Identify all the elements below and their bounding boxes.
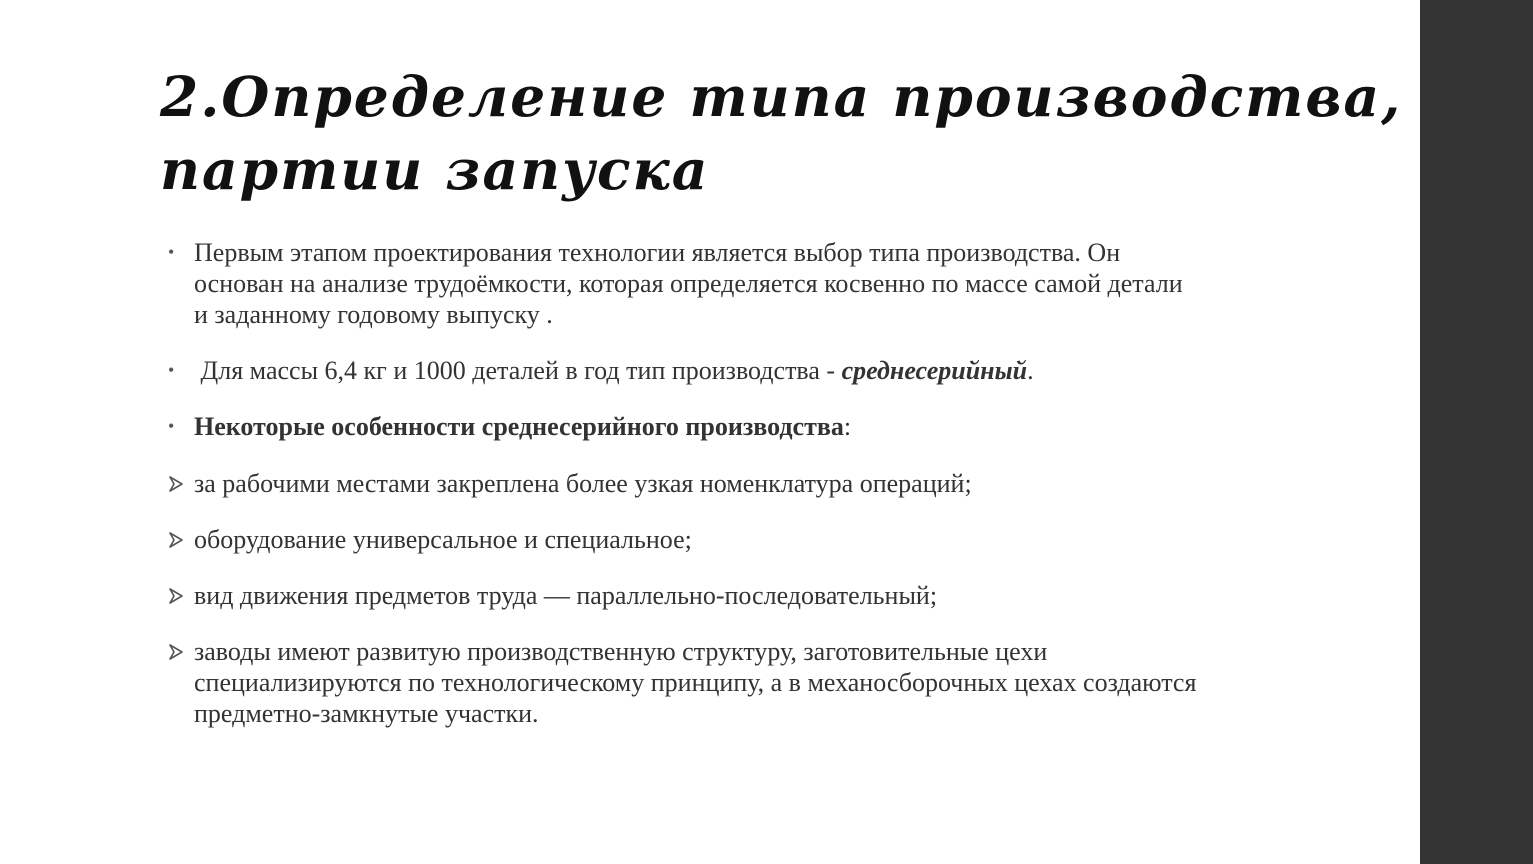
arrow-bullet-icon [169,644,183,660]
bullet-3-bold: Некоторые особенности среднесерийного производства [194,412,844,441]
side-panel [1420,0,1533,864]
bullet-2-emphasis: среднесерийный [841,356,1028,385]
arrow-item-4-text: заводы имеют развитую производственную структуру, заготовительные цехи специализируются по технологическому принципу, а в механосборочных цехах создаются предметно-замкнутые участки. [194,637,1197,728]
arrow-item-3-text: вид движения предметов труда — параллельно-последовательный; [194,581,938,610]
slide-content [168,237,1248,729]
bullet-2-prefix: Для массы 6,4 кг и 1000 деталей в год тип производства - [194,356,842,385]
arrow-item-2-text: оборудование универсальное и специальное; [194,525,692,554]
bullet-dot-icon: • [168,416,175,436]
arrow-bullet-icon [169,588,183,604]
arrow-item-1-text: за рабочими местами закреплена более узкая номенклатура операций; [194,469,972,498]
title-line-1: 2.Определение типа производства, [160,64,1403,129]
bullet-3-suffix: : [843,412,852,441]
bullet-item-3 [168,411,1248,442]
arrow-bullet-icon [169,532,183,548]
bullet-2-suffix: . [1027,356,1034,385]
bullet-dot-icon: • [168,242,175,262]
bullet-item-1 [168,237,1248,330]
arrow-bullet-icon [169,476,183,492]
bullet-item-2 [168,355,1248,386]
bullet-dot-icon: • [168,360,175,380]
arrow-item-1 [168,468,1248,499]
bullet-1-text: Первым этапом проектирования технологии является выбор типа производства. Он основан на анализе трудоёмкости, которая определяется косвенно по массе самой детали и заданному годовому выпуску . [194,238,1183,329]
slide-title [160,60,1403,206]
arrow-item-2 [168,524,1248,555]
title-line-2: партии запуска [160,137,710,202]
arrow-item-4 [168,636,1248,729]
arrow-item-3 [168,580,1248,611]
